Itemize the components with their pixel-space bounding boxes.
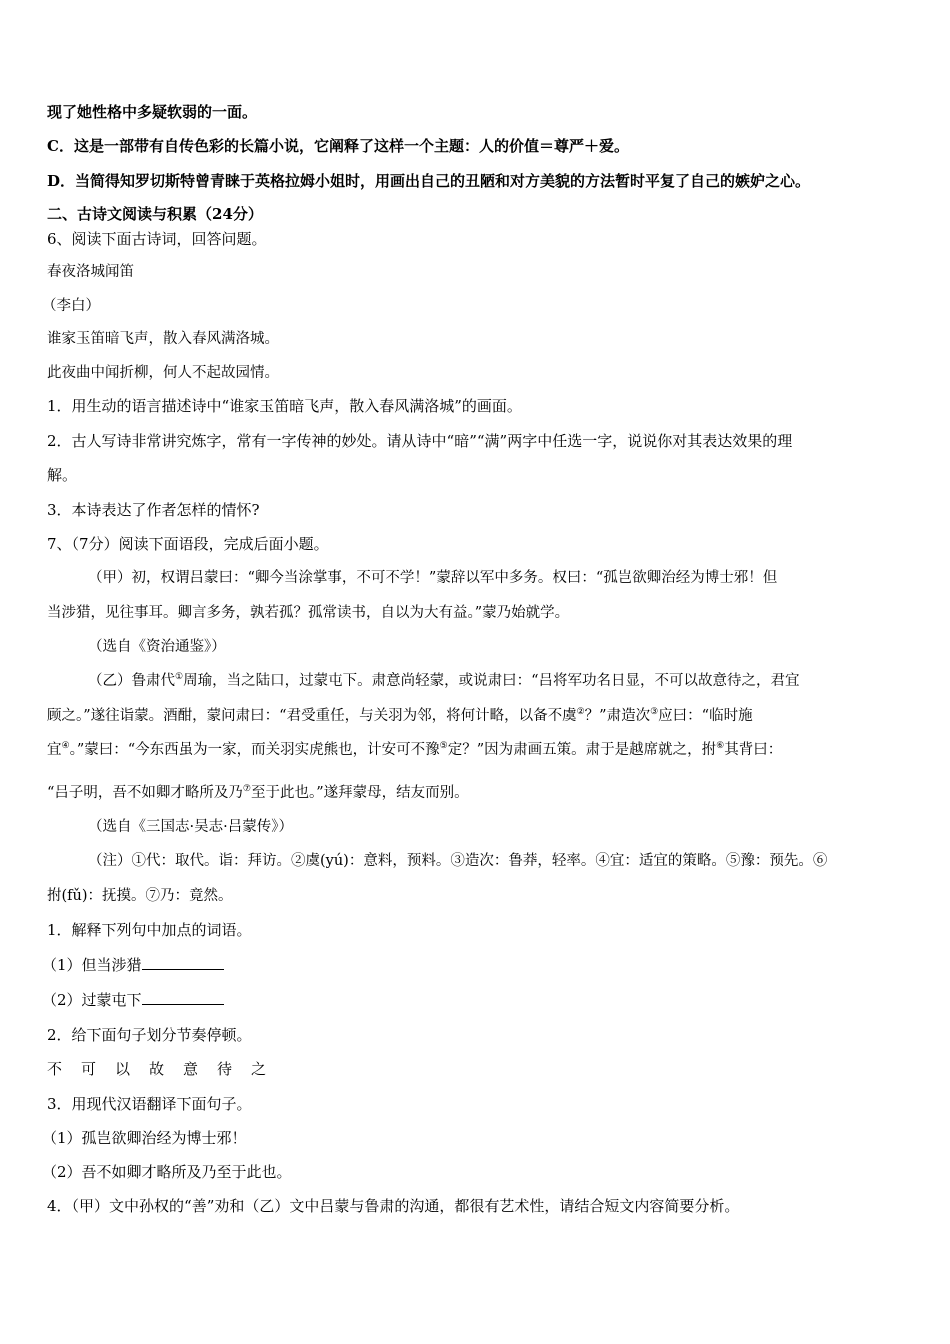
q7-sub-3-item-2: （2）吾不如卿才略所及乃至于此也。 (42, 1163, 292, 1181)
choice-c: C．这是一部带有自传色彩的长篇小说，它阐释了这样一个主题：人的价值＝尊严＋爱。 (47, 137, 629, 155)
q7-sub-3: 3．用现代汉语翻译下面句子。 (47, 1095, 252, 1113)
rhythm-char: 以 (115, 1060, 131, 1078)
q6-sub-1: 1．用生动的语言描述诗中“谁家玉笛暗飞声，散入春风满洛城”的画面。 (47, 397, 522, 415)
q7-intro: 7、（7分）阅读下面语段，完成后面小题。 (47, 535, 329, 553)
section-heading: 二、古诗文阅读与积累（24分） (47, 205, 263, 223)
q6-intro: 6、阅读下面古诗词，回答问题。 (47, 230, 267, 248)
poem-author: （李白） (42, 298, 100, 314)
rhythm-char: 不 (47, 1060, 63, 1078)
rhythm-char: 故 (149, 1060, 165, 1078)
q6-sub-3: 3．本诗表达了作者怎样的情怀? (47, 501, 260, 519)
notes-line-1: （注）①代：取代。诣：拜访。②虞(yú)：意料，预料。③造次：鲁莽，轻率。④宜：适宜的策略。⑤豫：预先。⑥ (88, 853, 828, 869)
answer-blank[interactable] (142, 990, 224, 1005)
q7-sub-1-item-2: （2）过蒙屯下 (42, 990, 910, 1010)
poem-line-1: 谁家玉笛暗飞声，散入春风满洛城。 (47, 331, 279, 347)
rhythm-char: 意 (183, 1060, 199, 1078)
rhythm-char: 之 (251, 1060, 267, 1078)
poem-title: 春夜洛城闻笛 (47, 264, 134, 280)
poem-line-2: 此夜曲中闻折柳，何人不起故园情。 (47, 365, 279, 381)
passage-yi-line-3: 宜④。”蒙曰：“今东西虽为一家，而关羽实虎熊也，计安可不豫⑤定？”因为肃画五策。肃于是越席就之，拊⑥其背曰： (47, 741, 783, 758)
passage-yi-line-2: 顾之。”遂往诣蒙。酒酣，蒙问肃曰：“君受重任，与关羽为邻，将何计略，以备不虞②？”肃造次③应曰：“临时施 (47, 707, 753, 724)
q7-sub-2: 2．给下面句子划分节奏停顿。 (47, 1026, 252, 1044)
q7-sub-1: 1．解释下列句中加点的词语。 (47, 921, 252, 939)
choice-d: D．当简得知罗切斯特曾青睐于英格拉姆小姐时，用画出自己的丑陋和对方美貌的方法暂时平复了自己的嫉妒之心。 (47, 172, 811, 190)
rhythm-char: 可 (81, 1060, 97, 1078)
passage-yi-line-4: “吕子明，吾不如卿才略所及乃⑦至于此也。”遂拜蒙母，结友而别。 (47, 784, 469, 801)
choice-b-tail: 现了她性格中多疑软弱的一面。 (47, 103, 258, 121)
answer-blank[interactable] (142, 955, 224, 970)
q6-sub-2: 2．古人写诗非常讲究炼字，常有一字传神的妙处。请从诗中“暗”“满”两字中任选一字，说说你对其表达效果的理 (47, 432, 793, 450)
passage-jia-line-2: 当涉猎，见往事耳。卿言多务，孰若孤？孤常读书，自以为大有益。”蒙乃始就学。 (47, 605, 570, 621)
rhythm-sentence (47, 1059, 910, 1079)
notes-line-2: 拊(fǔ)：抚摸。⑦乃：竟然。 (47, 888, 233, 904)
q6-sub-2-cont: 解。 (47, 466, 78, 484)
passage-jia-line-1: （甲）初，权谓吕蒙曰：“卿今当涂掌事，不可不学！”蒙辞以军中多务。权曰：“孤岂欲卿治经为博士邪！但 (88, 570, 778, 586)
q7-sub-1-item-1: （1）但当涉猎 (42, 955, 910, 975)
rhythm-char: 待 (217, 1060, 233, 1078)
passage-jia-source: （选自《资治通鉴》） (88, 639, 226, 655)
passage-yi-source: （选自《三国志·吴志·吕蒙传》） (88, 819, 293, 835)
q7-sub-3-item-1: （1）孤岂欲卿治经为博士邪！ (42, 1129, 247, 1147)
passage-yi-line-1: （乙）鲁肃代①周瑜，当之陆口，过蒙屯下。肃意尚轻蒙，或说肃曰：“吕将军功名日显，不可以故意待之，君宜 (88, 672, 800, 689)
q7-sub-4: 4．（甲）文中孙权的“善”劝和（乙）文中吕蒙与鲁肃的沟通，都很有艺术性，请结合短文内容简要分析。 (47, 1197, 740, 1215)
